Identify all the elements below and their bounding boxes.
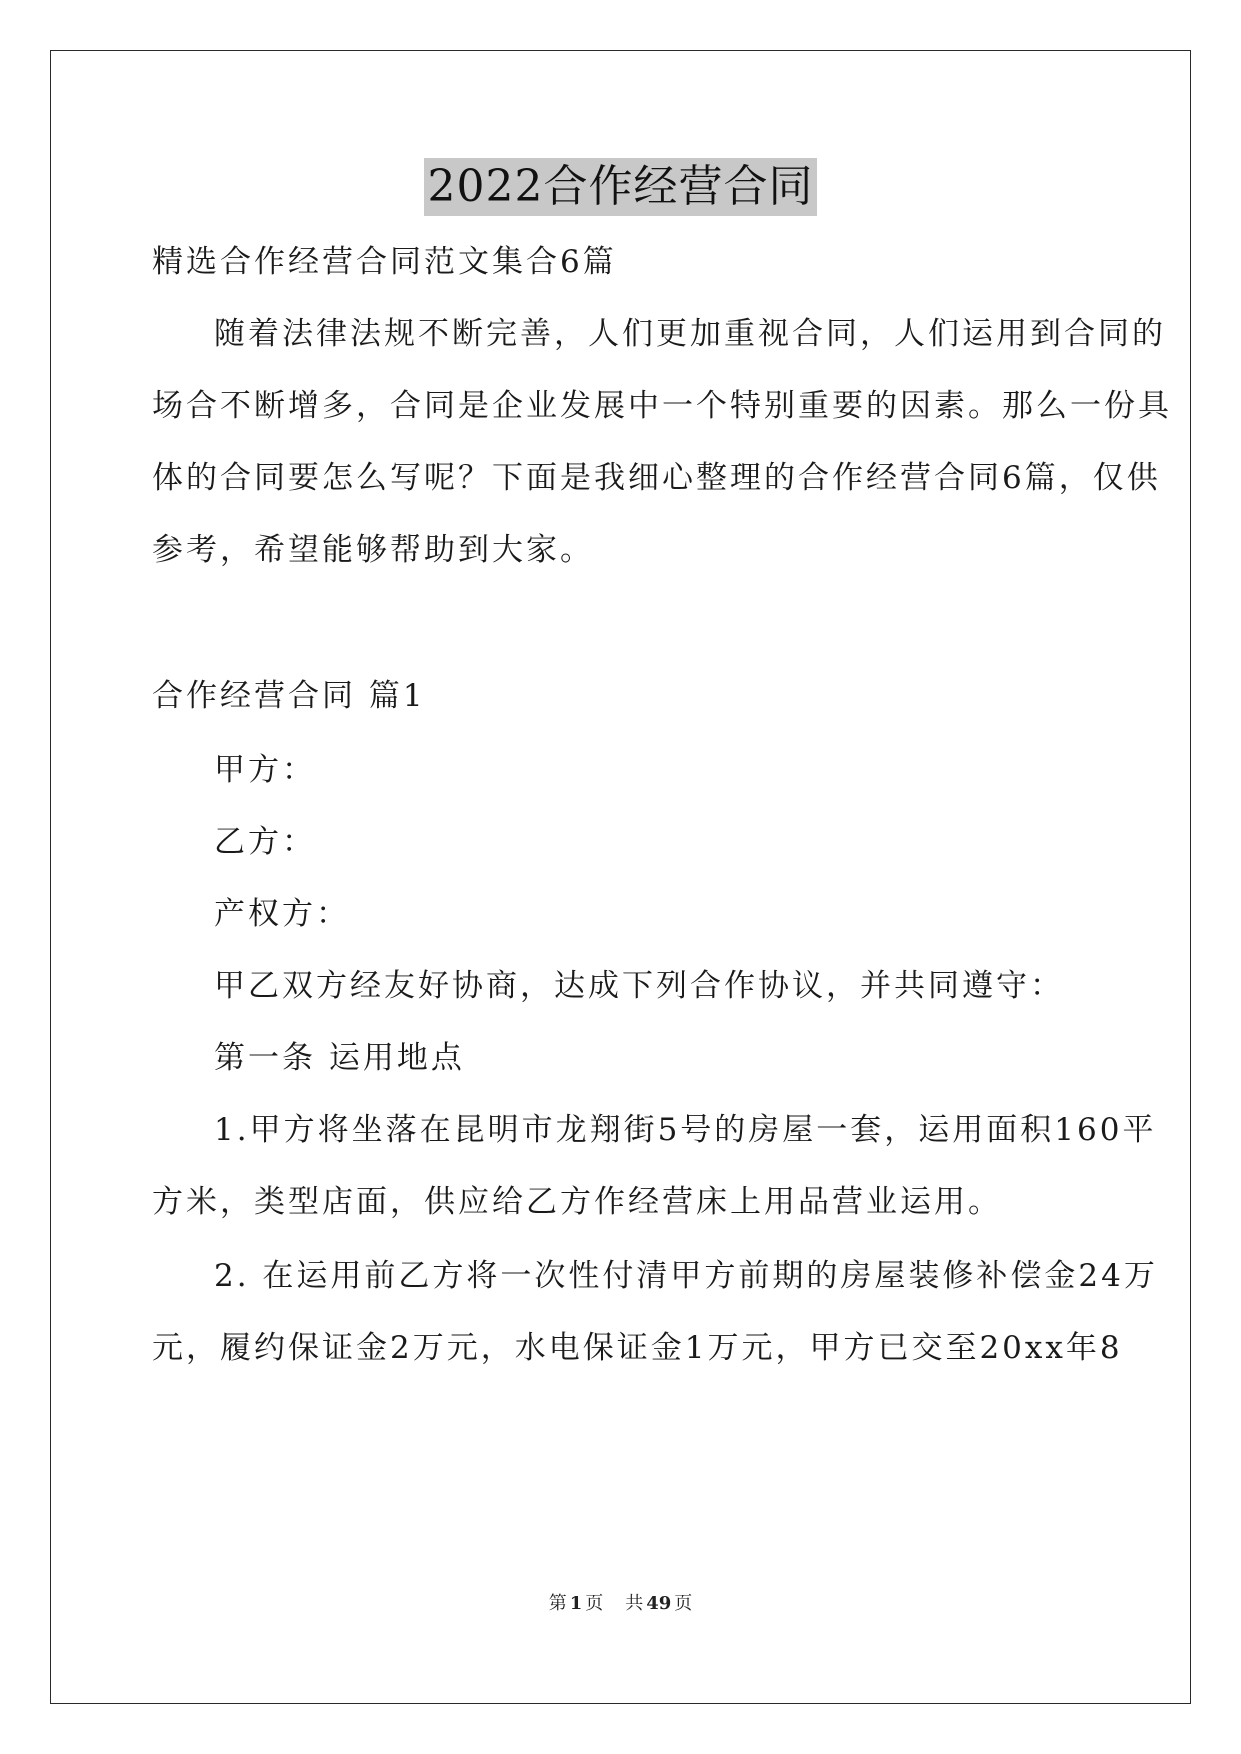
- footer-page-prefix: 第: [548, 1593, 567, 1614]
- section-heading: 合作经营合同 篇1: [152, 678, 426, 714]
- document-title: 2022合作经营合同: [424, 158, 818, 216]
- intro-line-2: 场合不断增多，合同是企业发展中一个特别重要的因素。那么一份具: [152, 388, 1172, 424]
- party-a-label: 甲方：: [214, 752, 316, 788]
- agreement-statement: 甲乙双方经友好协商，达成下列合作协议，并共同遵守：: [214, 968, 1064, 1004]
- footer-page-current: 1: [569, 1593, 583, 1614]
- title-container: [0, 158, 1241, 216]
- article-one-heading: 第一条 运用地点: [214, 1040, 465, 1076]
- footer-page-unit: 页: [585, 1593, 604, 1614]
- footer-total-prefix: 共: [625, 1593, 644, 1614]
- footer-page-total: 49: [646, 1593, 672, 1614]
- property-owner-label: 产权方：: [214, 896, 350, 932]
- intro-line-1: 随着法律法规不断完善，人们更加重视合同，人们运用到合同的: [214, 316, 1166, 352]
- page-footer: [0, 1592, 1241, 1616]
- clause-1-line-2: 方米，类型店面，供应给乙方作经营床上用品营业运用。: [152, 1184, 1002, 1220]
- document-subtitle: 精选合作经营合同范文集合6篇: [152, 244, 617, 280]
- clause-2-line-1: 2. 在运用前乙方将一次性付清甲方前期的房屋装修补偿金24万: [214, 1258, 1158, 1294]
- clause-2-line-2: 元，履约保证金2万元，水电保证金1万元，甲方已交至20xx年8: [152, 1330, 1123, 1366]
- page-border: [50, 50, 1191, 1704]
- clause-1-line-1: 1.甲方将坐落在昆明市龙翔街5号的房屋一套，运用面积160平: [214, 1112, 1157, 1148]
- intro-line-4: 参考，希望能够帮助到大家。: [152, 532, 594, 568]
- party-b-label: 乙方：: [214, 824, 316, 860]
- footer-total-unit: 页: [674, 1593, 693, 1614]
- intro-line-3: 体的合同要怎么写呢？下面是我细心整理的合作经营合同6篇，仅供: [152, 460, 1161, 496]
